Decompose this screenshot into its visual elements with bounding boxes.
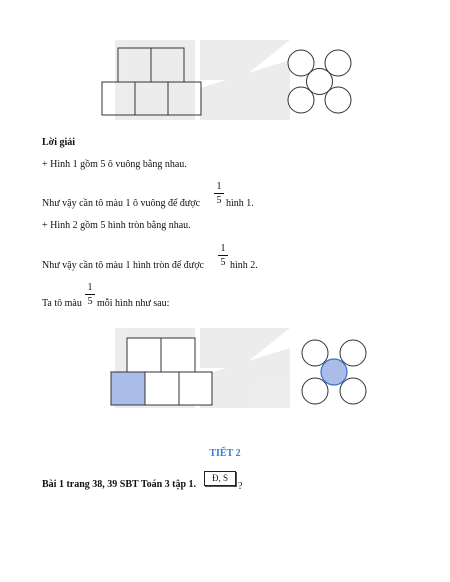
tiet-heading: TIẾT 2: [209, 448, 241, 459]
fraction-one-fifth-1: 1 5: [214, 181, 224, 206]
line-2-after: hình 1.: [226, 198, 254, 209]
line-2-before: Như vậy cần tô màu 1 ô vuông để được: [42, 198, 201, 209]
line-4-after: hình 2.: [230, 260, 258, 271]
line-4-before: Như vậy cần tô màu 1 hình tròn để được: [42, 260, 204, 271]
exercise-text: Bài 1 trang 38, 39 SBT Toán 3 tập 1.: [42, 479, 197, 490]
fraction-one-fifth-2: 1 5: [218, 243, 228, 268]
shaded-square: [111, 372, 145, 405]
line-1: + Hình 1 gồm 5 ô vuông bằng nhau.: [42, 159, 187, 170]
fraction-one-fifth-3: 1 5: [85, 282, 95, 307]
shaded-circle: [321, 359, 347, 385]
line-5-before: Ta tô màu: [42, 298, 82, 309]
line-5-after: mỗi hình như sau:: [97, 298, 170, 309]
question-mark: ?: [238, 481, 243, 492]
line-3: + Hình 2 gồm 5 hình tròn bằng nhau.: [42, 220, 191, 231]
section-title: Lời giải: [42, 137, 76, 148]
figure-1-squares: [100, 46, 204, 118]
answer-box-d-s: Đ, S: [204, 471, 236, 486]
figure-2-circles-shaded: [298, 336, 372, 410]
figure-2-circles: [284, 46, 356, 118]
figure-1-squares-shaded: [109, 336, 215, 408]
